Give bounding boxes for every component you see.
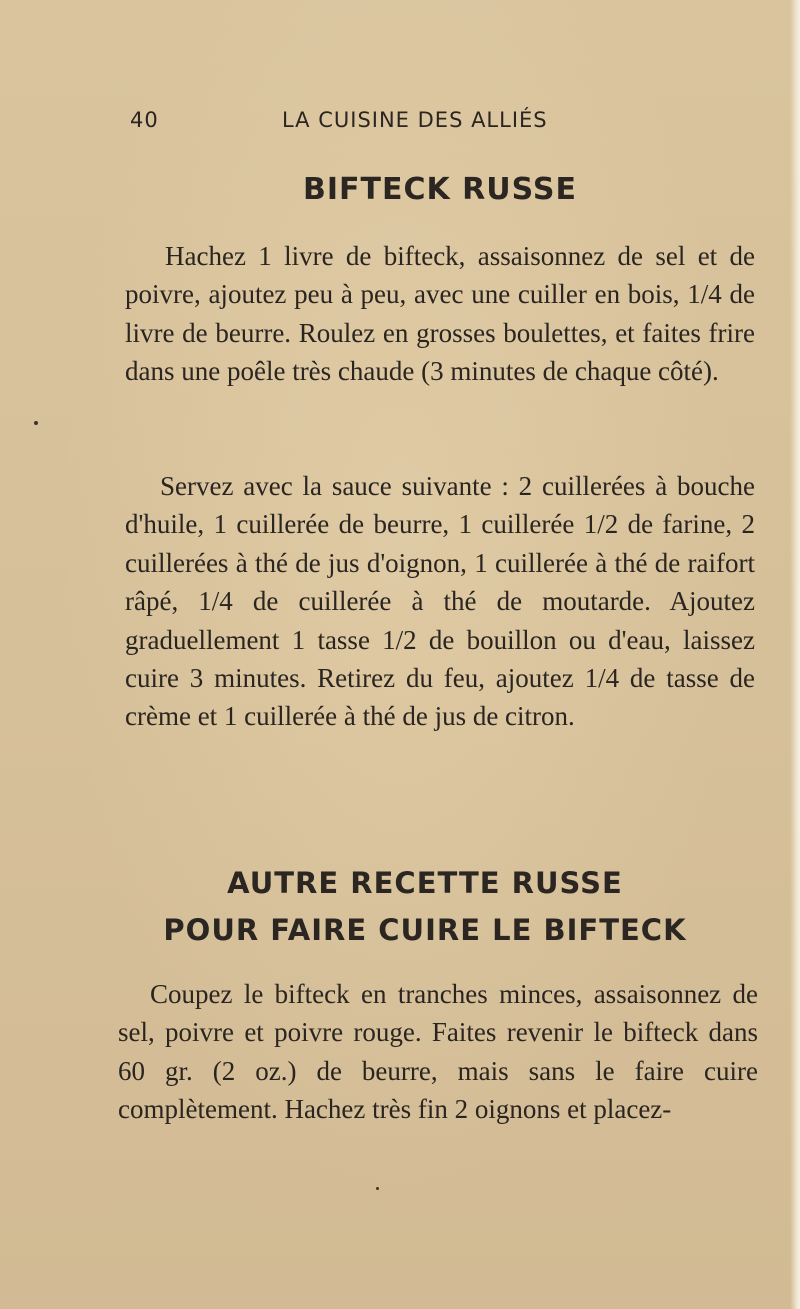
recipe-paragraph: Hachez 1 livre de bifteck, assaisonnez de sel et de poivre, ajoutez peu à peu, avec une cuiller en bois, 1/4 de livre de beurre. Roulez en grosses boulettes, et faites frire dans une poêle très chaude (3 minutes de chaque côté). xyxy=(125,241,755,387)
recipe-paragraph: Coupez le bifteck en tranches minces, assaisonnez de sel, poivre et poivre rouge. Faites revenir le bifteck dans 60 gr. (2 oz.) de beurre, mais sans le faire cuire complètement. Hachez très fin 2 oignons et placez- xyxy=(118,979,758,1125)
ink-speck xyxy=(34,421,38,425)
recipe-paragraph: Servez avec la sauce suivante : 2 cuillerées à bouche d'huile, 1 cuillerée de beurre, 1 cuillerée 1/2 de farine, 2 cuillerées à thé de jus d'oignon, 1 cuillerée à thé de raifort râpé, 1/4 de cuillerée à thé de moutarde. Ajoutez graduellement 1 tasse 1/2 de bouillon ou d'eau, laissez cuire 3 minutes. Retirez du feu, ajoutez 1/4 de tasse de crème et 1 cuillerée à thé de jus de citron. xyxy=(125,471,755,732)
running-head xyxy=(130,108,610,138)
recipe-title-autre-recette-line-1: AUTRE RECETTE RUSSE xyxy=(227,866,623,900)
ink-speck xyxy=(376,1187,379,1190)
recipe-title-bifteck-russe: BIFTECK RUSSE xyxy=(302,172,577,207)
page-number: 40 xyxy=(130,108,159,132)
recipe-title-autre-recette-line-2: POUR FAIRE CUIRE LE BIFTECK xyxy=(163,913,687,947)
running-title: LA CUISINE DES ALLIÉS xyxy=(282,108,548,132)
